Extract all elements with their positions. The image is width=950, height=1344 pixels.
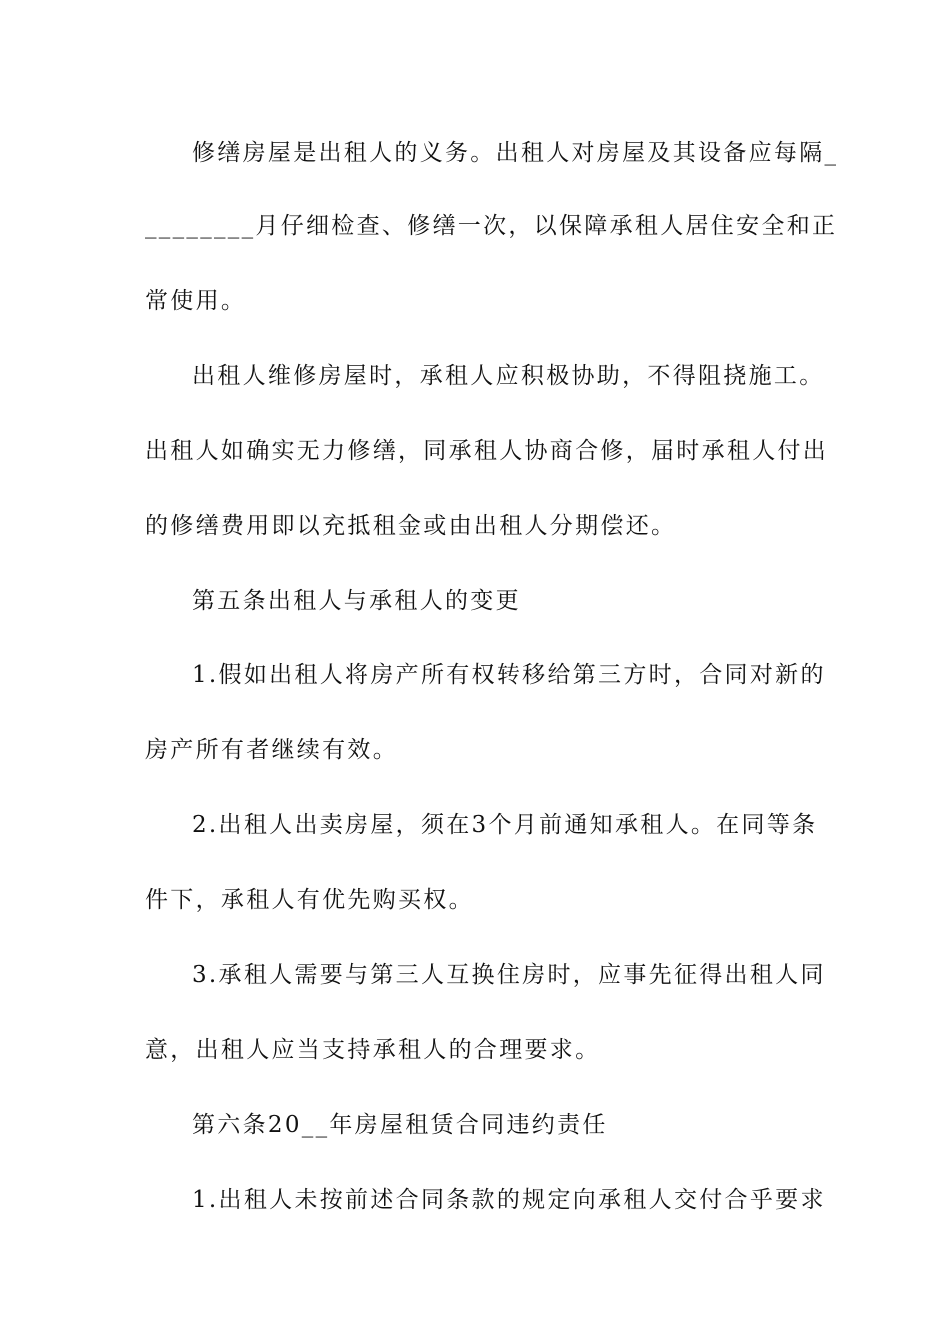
paragraph-line-10: 2.出租人出卖房屋，须在3个月前通知承租人。在同等条 — [192, 812, 818, 838]
paragraph-line-6: 的修缮费用即以充抵租金或由出租人分期偿还。 — [145, 513, 677, 539]
paragraph-line-1: 修缮房屋是出租人的义务。出租人对房屋及其设备应每隔_ — [192, 140, 839, 166]
paragraph-line-4: 出租人维修房屋时，承租人应积极协助，不得阻挠施工。 — [192, 363, 825, 389]
paragraph-line-5: 出租人如确实无力修缮，同承租人协商合修，届时承租人付出 — [145, 438, 829, 464]
section-heading-5: 第五条出租人与承租人的变更 — [192, 588, 521, 614]
paragraph-line-13: 意，出租人应当支持承租人的合理要求。 — [145, 1037, 601, 1063]
paragraph-line-11: 件下，承租人有优先购买权。 — [145, 887, 474, 913]
paragraph-line-3: 常使用。 — [145, 288, 247, 314]
paragraph-line-9: 房产所有者继续有效。 — [145, 737, 398, 763]
paragraph-line-12: 3.承租人需要与第三人互换住房时，应事先征得出租人同 — [192, 962, 826, 988]
section-heading-6: 第六条20__年房屋租赁合同违约责任 — [192, 1112, 608, 1138]
paragraph-line-15: 1.出租人未按前述合同条款的规定向承租人交付合乎要求 — [192, 1187, 826, 1213]
paragraph-line-8: 1.假如出租人将房产所有权转移给第三方时，合同对新的 — [192, 662, 826, 688]
paragraph-line-2: ________月仔细检查、修缮一次，以保障承租人居住安全和正 — [145, 213, 838, 239]
